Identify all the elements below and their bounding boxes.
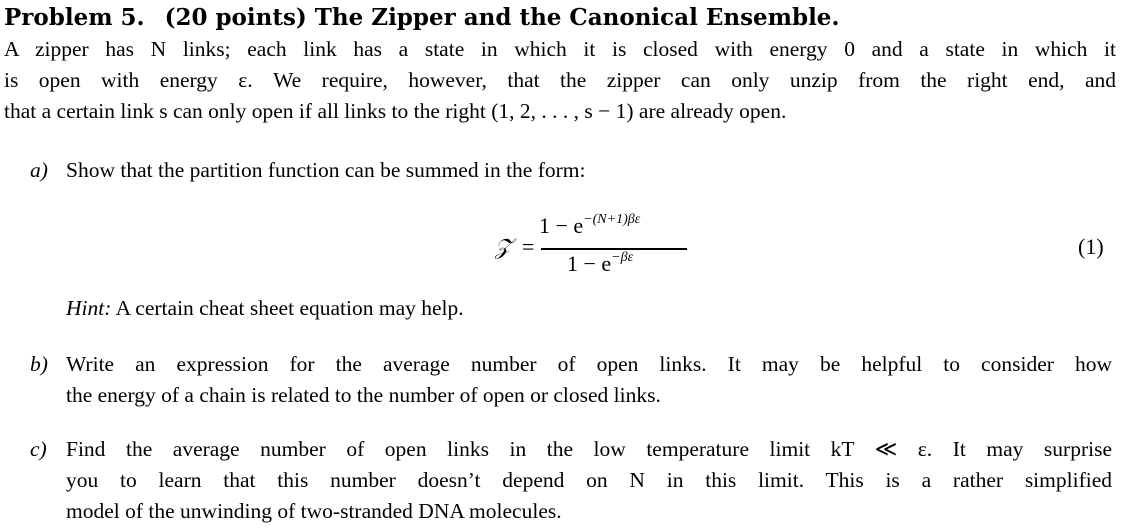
equation-number: (1) [1078, 234, 1104, 259]
problem-heading [4, 4, 839, 31]
numerator-base: 1 − e [539, 213, 584, 238]
equation-denominator [567, 250, 633, 277]
part-c-line-1: Find the average number of open links in the low temperature limit kT ≪ ε. It may surprise [66, 437, 1112, 461]
intro-line-2: is open with energy ε. We require, however, that the zipper can only unzip from the right end, and [4, 68, 1116, 92]
equation-numerator [539, 212, 640, 239]
intro-line-1: A zipper has N links; each link has a state in which it is closed with energy 0 and a state in which it [4, 37, 1116, 61]
part-c-line-3: model of the unwinding of two-stranded DNA molecules. [66, 499, 562, 523]
part-c-tag: c) [30, 437, 47, 461]
denominator-exponent: −βε [611, 250, 634, 265]
part-a-text: Show that the partition function can be summed in the form: [66, 158, 586, 182]
part-b-line-2: the energy of a chain is related to the number of open or closed links. [66, 383, 661, 407]
problem-title: (20 points) The Zipper and the Canonical Ensemble. [164, 4, 840, 31]
hint-label: Hint: [66, 296, 112, 320]
part-c [30, 434, 1112, 527]
intro-line-3: that a certain link s can only open if all links to the right (1, 2, . . . , s − 1) are already open. [4, 99, 787, 123]
partition-function-equation [475, 212, 715, 282]
numerator-exponent: −(N+1)βε [583, 212, 641, 227]
problem-intro [4, 34, 1116, 127]
equation-lhs: 𝒵 [495, 234, 512, 259]
part-a-hint [66, 296, 464, 321]
part-a [30, 155, 1112, 186]
part-b-line-1: Write an expression for the average number of open links. It may be helpful to consider how [66, 352, 1112, 376]
part-b-tag: b) [30, 352, 48, 376]
problem-number: Problem 5. [4, 4, 145, 31]
part-a-tag: a) [30, 158, 48, 182]
equation-equals: = [522, 234, 535, 259]
part-c-line-2: you to learn that this number doesn’t depend on N in this limit. This is a rather simplified [66, 468, 1112, 492]
part-b [30, 349, 1112, 411]
hint-text: A certain cheat sheet equation may help. [115, 296, 464, 320]
denominator-base: 1 − e [567, 251, 612, 276]
